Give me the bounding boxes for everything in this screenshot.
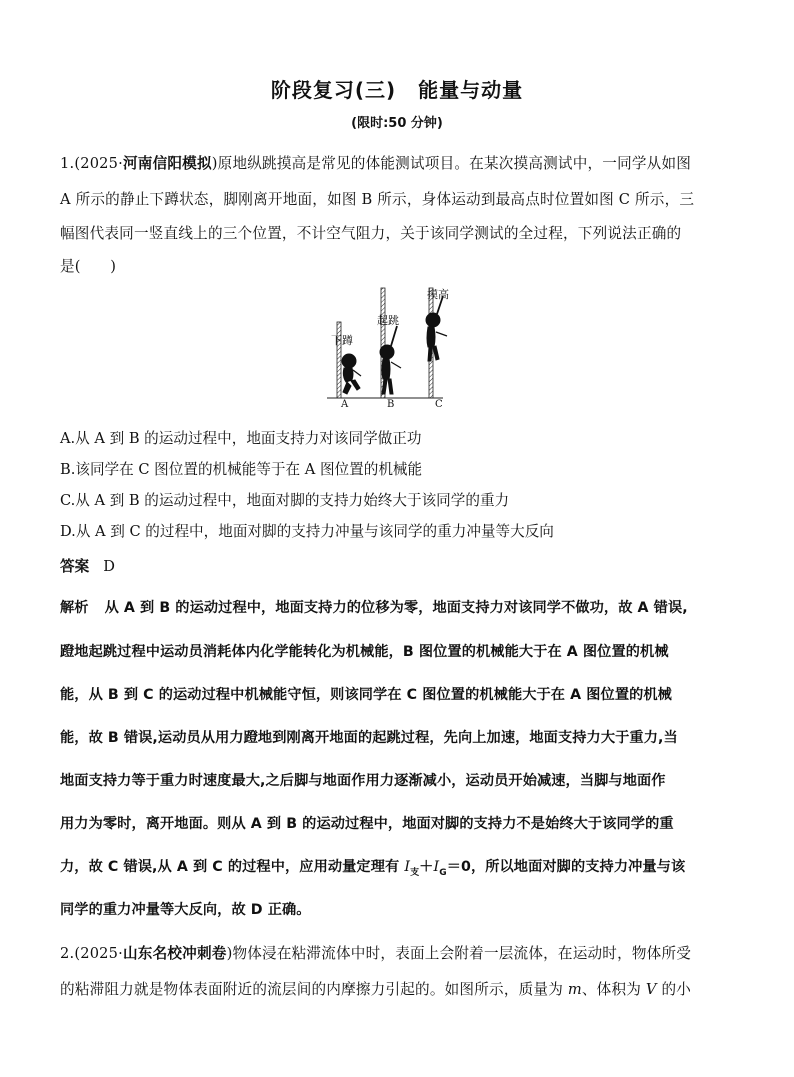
page-title <box>0 74 794 103</box>
option-a: A.从 A 到 B 的运动过程中，地面支持力对该同学做正功 <box>60 430 422 447</box>
title-topic: 能量与动量 <box>418 78 524 102</box>
label-a: A <box>341 399 349 410</box>
person-squat <box>342 354 361 394</box>
title-main: 阶段复习(三) <box>270 78 397 102</box>
answer-label: 答案 <box>60 558 90 575</box>
option-c: C.从 A 到 B 的运动过程中，地面对脚的支持力始终大于该同学的重力 <box>60 492 510 509</box>
answer <box>60 555 115 576</box>
explain-line-7: 力，故 C 错误,从 A 到 C 的过程中，应用动量定理有 $I_支+I_G=0$，所以地面对脚的支持力冲量与该 <box>60 859 686 878</box>
q2-line-2: 的粘滞阻力就是物体表面附近的流层间的内摩擦力引起的。如图所示，质量为 m、体积为 V 的小 <box>60 981 692 998</box>
label-touch: 摸高 <box>427 288 449 301</box>
q1-line-3: 幅图代表同一竖直线上的三个位置，不计空气阻力，关于该同学测试的全过程，下列说法正确的 <box>60 225 682 242</box>
explain-line-3: 能，从 B 到 C 的运动过程中机械能守恒，则该同学在 C 图位置的机械能大于在 A 图位置的机械 <box>60 687 672 703</box>
label-jump: 起跳 <box>377 314 399 327</box>
q1-line-1: 1.(2025·河南信阳模拟)原地纵跳摸高是常见的体能测试项目。在某次摸高测试中，一同学从如图 <box>60 155 692 172</box>
time-limit: (限时:50 分钟) <box>351 116 443 131</box>
explain-line-6: 用力为零时，离开地面。则从 A 到 B 的运动过程中，地面对脚的支持力不是始终大于该同学的重 <box>60 816 674 832</box>
explain-line-5: 地面支持力等于重力时速度最大,之后脚与地面作用力逐渐减小，运动员开始减速，当脚与地面作 <box>60 773 666 789</box>
q1-figure <box>325 282 465 412</box>
explain-line-2: 蹬地起跳过程中运动员消耗体内化学能转化为机械能，B 图位置的机械能大于在 A 图位置的机械 <box>60 644 669 660</box>
option-b: B.该同学在 C 图位置的机械能等于在 A 图位置的机械能 <box>60 461 423 478</box>
option-d: D.从 A 到 C 的过程中，地面对脚的支持力冲量与该同学的重力冲量等大反向 <box>60 523 554 540</box>
q1-source: 河南信阳模拟 <box>123 155 212 172</box>
label-c: C <box>435 399 443 410</box>
q2-line-1: 2.(2025·山东名校冲刺卷)物体浸在粘滞流体中时，表面上会附着一层流体，在运动时，物体所受 <box>60 945 692 962</box>
explain-line-8: 同学的重力冲量等大反向，故 D 正确。 <box>60 902 311 918</box>
explain-label: 解析 <box>60 600 89 616</box>
explain-line-1: 解析 从 A 到 B 的运动过程中，地面支持力的位移为零，地面支持力对该同学不做功，故 A 错误, <box>60 600 688 616</box>
q2-source: 山东名校冲刺卷 <box>123 945 227 962</box>
label-b: B <box>387 399 395 410</box>
q1-line-2: A 所示的静止下蹲状态，脚刚离开地面，如图 B 所示，身体运动到最高点时位置如图 C 所示，三 <box>60 191 695 208</box>
answer-value: D <box>103 558 115 575</box>
explain-line-4: 能，故 B 错误,运动员从用力蹬地到刚离开地面的起跳过程，先向上加速，地面支持力大于重力,当 <box>60 730 678 746</box>
label-squat: 下蹲 <box>331 334 353 347</box>
q1-line-4: 是( ) <box>60 258 117 275</box>
